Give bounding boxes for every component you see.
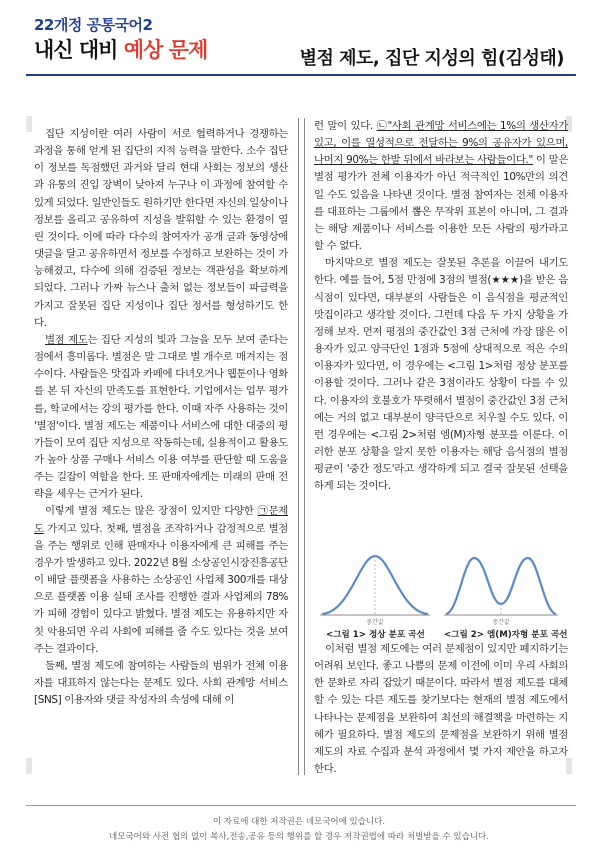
page-title xyxy=(34,34,207,64)
paragraph-star-rating-text: 는 집단 지성의 빛과 그늘을 모두 보여 준다는 점에서 흥미롭다. 별점은 말 그대로 별 개수로 매겨지는 점수이다. 사람들은 맛집과 카페에 다녀오거나 웹툰이나 영화를 본 뒤 자신의 만족도를 표현한다. 기업에서는 업무 평가를, 학교에서는 강의 평가를 한다. 이때 자주 사용하는 것이 '별점'이다. 별점 제도는 제품이나 서비스에 대한 대중의 평가들이 모여 집단 지성으로 작동하는데, 실용적이고 활용도가 높아 상품 구매나 서비스 이용 여부를 판단할 때 도움을 주는 길잡이 역할을 한다. 또 판매자에게는 미래의 판매 전략을 세우는 근거가 된다. xyxy=(34,333,288,501)
paragraph-problems-text: 가지고 있다. 첫째, 별점을 조작하거나 감정적으로 별점을 주는 행위로 인해 판매자나 이용자에게 큰 피해를 주는 경우가 발생하고 있다. 2022년 8월 소상공인시장진흥공단이 배달 플랫폼을 사용하는 소상공인 사업체 300개를 대상으로 플랫폼 이용 실태 조사를 진행한 결과 사업체의 78%가 피해 경험이 있다고 밝혔다. 별점 제도는 유용하지만 자칫 악용되면 우리 사회에 피해를 줄 수도 있다는 것을 보여 주는 결과이다. xyxy=(34,522,288,655)
corner-tab-left-bottom xyxy=(26,758,32,774)
figure-m-distribution xyxy=(442,548,560,626)
column-divider-left xyxy=(298,118,299,775)
paragraph-star-rating xyxy=(34,332,288,504)
figure2-axis-label: 중간값 xyxy=(492,619,510,626)
figure2-caption: <그림 2> 엠(M)자형 분포 곡선 xyxy=(444,630,568,640)
paragraph-sns-lead: 런 말이 있다. xyxy=(314,120,377,132)
copyright-notice: 이 자료에 대한 저작권은 네모국어에 있습니다. xyxy=(212,817,386,827)
paragraph-problems xyxy=(34,503,288,657)
figure1-caption: <그림 1> 정상 분포 곡선 xyxy=(326,630,425,640)
figure1-axis-label: 중간값 xyxy=(366,619,384,626)
right-column xyxy=(314,118,568,495)
title-accent: 예상 문제 xyxy=(123,38,208,62)
article-title: 별점 제도, 집단 지성의 힘(김성태) xyxy=(299,48,564,69)
copyright-warning: 네모국어와 사전 협의 없이 복사,전송,공유 등의 행위를 할 경우 저작권법에 따라 처벌받을 수 있습니다. xyxy=(109,832,489,842)
paragraph-conclusion: 이처럼 별점 제도에는 여러 문제점이 있지만 폐지하기는 어려워 보인다. 좋고 나쁨의 문제 이전에 이미 우리 사회의 한 문화로 자리 잡았기 때문이다. 따라서 별점 제도를 대체할 수 있는 다른 제도를 찾기보다는 현재의 별점 제도에서 나타나는 문제점을 보완하여 최선의 해결책을 마련하는 지혜가 필요하다. 별점 제도의 문제점을 보완하기 위해 별점 제도의 자료 수집과 분석 과정에서 몇 가지 제안을 하고자 한다. xyxy=(314,643,568,776)
paragraph-collective-intelligence: 집단 지성이란 여러 사람이 서로 협력하거나 경쟁하는 과정을 통해 얻게 된 집단의 지적 능력을 말한다. 소수 집단이 정보를 독점했던 과거와 달리 현대 사회는 정보의 생산과 유통의 진입 장벽이 낮아져 누구나 이 과정에 참여할 수 있게 되었다. 일반인들도 원하기만 한다면 자신의 일상이나 정보를 올리고 공유하여 지성을 발휘할 수 있는 환경이 열린 것이다. 이에 따라 다수의 참여자가 공개 글과 동영상에 댓글을 달고 공유하면서 정보를 수정하고 보완하는 것이 가능해졌고, 다수에 의해 검증된 정보는 객관성을 확보하게 되었다. 그러나 가짜 뉴스나 출처 없는 정보들이 파급력을 가지고 잘못된 집단 지성이나 집단 정서를 형성하기도 한다. xyxy=(34,128,288,329)
left-column xyxy=(34,126,288,709)
star-rating-term: 별점 제도 xyxy=(45,333,88,346)
annotation-a: ㉠문제도 xyxy=(34,505,288,535)
paragraph-problems-lead: 이렇게 별점 제도는 많은 장점이 있지만 다양한 xyxy=(45,505,258,518)
corner-tab-left-top xyxy=(26,116,32,132)
footer-divider xyxy=(26,805,576,806)
figure-normal-distribution xyxy=(316,548,434,626)
header-divider xyxy=(26,74,576,76)
annotation-b: ㉡"사회 관계망 서비스에는 1%의 생산자가 있고, 이를 열성적으로 전달하는 9%의 공유자가 있으며, 나머지 90%는 한발 뒤에서 바라보는 사람들이다." xyxy=(314,120,568,167)
paragraph-sns-text: 이 말은 별점 평가가 전체 이용자가 아닌 적극적인 10%만의 의견일 수도 있음을 나타낸 것이다. 별점 참여자는 전체 이용자를 대표하는 그룹에서 뽑은 무작위 표본이 아니며, 그 결과는 해당 제품이나 서비스를 이용한 모든 사람의 평가라고 할 수 없다. xyxy=(314,154,569,253)
paragraph-wrong-inference: 마지막으로 별점 제도는 잘못된 추론을 이끌어 내기도 한다. 예를 들어, 5점 만점에 3점의 별점(★★★)을 받은 음식점이 있다면, 대부분의 사람들은 이 음식점을 평균적인 맛집이라고 생각할 것이다. 그런데 다음 두 가지 상황을 가정해 보자. 먼저 평점의 중간값인 3점 근처에 가장 많은 이용자가 있고 양극단인 1점과 5점에 상대적으로 적은 수의 이용자가 있다면, 이 경우에는 <그림 1>처럼 정상 분포를 이용할 것이다. 그러나 같은 3점이라도 상황이 다를 수 있다. 이용자의 호불호가 뚜렷해서 별점이 중간값인 3점 근처에는 거의 없고 대부분이 양극단으로 치우칠 수도 있다. 이런 경우에는 <그림 2>처럼 엠(M)자형 분포를 이룬다. 이러한 분포 상황을 알지 못한 이용자는 해당 음식점의 별점 평균이 '중간 정도'라고 생각하게 되고 결국 잘못된 선택을 하게 되는 것이다. xyxy=(314,257,568,493)
right-column-continued xyxy=(314,641,568,778)
paragraph-second-problem: 둘째, 별점 제도에 참여하는 사람들의 범위가 전체 이용자를 대표하지 않는다는 문제도 있다. 사회 관계망 서비스[SNS] 이용자와 댓글 작성자의 속성에 대해 이 xyxy=(34,659,288,707)
paragraph-sns-quote xyxy=(314,118,568,255)
column-divider-right xyxy=(304,118,305,775)
title-plain: 내신 대비 xyxy=(34,38,124,62)
series-subtitle: 22개정 공통국어2 xyxy=(34,16,153,34)
